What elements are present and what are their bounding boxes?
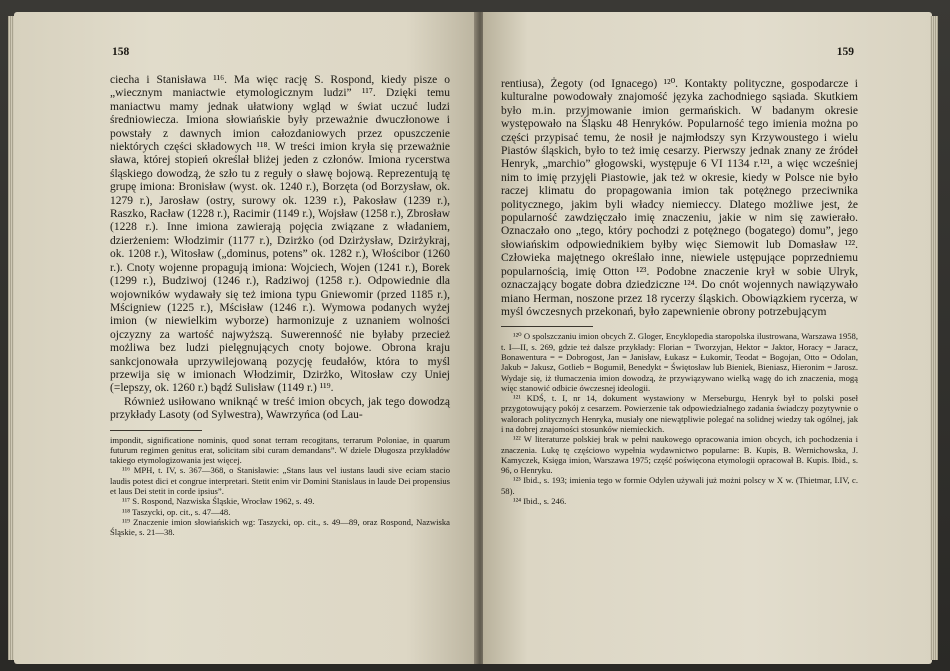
footnote-121: ¹²¹ KDŚ, t. I, nr 14, dokument wystawiony w Merseburgu, Henryk był to polski poseł przygotowujący pokój z cesarzem. Powierzenie tak odpowiedzialnego zadania świadczy pozytywnie o walorach politycznych Henryka, musiały one niewątpliwie polegać na solidnej wiedzy tak ogólnej, jak i na dobrej znajomości stosunków niemieckich. [501, 393, 858, 434]
left-paragraph-1: ciecha i Stanisława ¹¹⁶. Ma więc rację S. Rospond, kiedy pisze o „wiecznym maniactwie etymologicznym ludzi” ¹¹⁷. Dzięki temu maniactwu mamy jednak ułatwiony wgląd w świat uczuć ludzi średniowiecza. Imiona słowiańskie były przeważnie dwuczłonowe i powstały z dawnych imion całozdaniowych przez opuszczenie niektórych części składowych ¹¹⁸. W treści imion kryła się przeważnie sława, której stopień określał bliżej jeden z członów. Imiona rycerstwa śląskiego dowodzą, że szło tu z reguły o sławę bojową. Reprezentują tę grupę imiona: Bronisław (wyst. ok. 1240 r.), Borzęta (od Borzysław, ok. 1279 r.), Jarosław (ostry, surowy ok. 1239 r.), Pakosław (1239 r.), Raszko, Racław (1228 r.), Racimir (1149 r.), Wojsław (1258 r.), Zbrosław (1228 r.). Inne imiona zawierają pojęcia związane z władaniem, dzierżeniem: Włodzimir (1177 r.), Dzirżko (od Dzirżysław, Dzirżykraj, ok. 1208 r.), Witosław („dominus, potens” ok. 1282 r.), Włościbor (1260 r.). Cnoty wojenne propagują imiona: Wojciech, Wojen (1241 r.), Borek (1299 r.), Budziwoj (1246 r.), Radziwoj (1258 r.). Odpowiednie dla wojowników wydawały się też imiona typu Gniewomir (przed 1185 r.), Mścigniew (1225 r.), Mścisław (1246 r.). Wymowa podanych wyżej imion (w niewielkim wyborze) harmonizuje z uznaniem wolności ojczyzny za wartość najwyższą. Suwerenność nie byłaby przecież możliwa bez ludzi pielęgnujących cnoty bojowe. Obrona kraju sankcjonowała uprzywilejowaną pozycję feudałów, która to myśl przewija się w imionach Włodzimir, Dzirżko, Witosław czy Uniej (=lepszy, ok. 1260 r.) bądź Sulisław (1149 r.) ¹¹⁹. [110, 74, 450, 395]
footnote-117: ¹¹⁷ S. Rospond, Nazwiska Śląskie, Wrocław 1962, s. 49. [122, 496, 315, 507]
footnote-124: ¹²⁴ Ibid., s. 246. [513, 496, 567, 507]
footnote-120: ¹²⁰ O spolszczaniu imion obcych Z. Gloger, Encyklopedia staropolska ilustrowana, Warszawa 1958, t. I—II, s. 269, gdzie też dalsze przykłady: Florian = Tworzyjan, Hektor = Jaktor, Horacy = Jaracz, Bonawentura = = Dobrogost, Jan = Janisław, Łukasz = Łukomir, Teodat = Bogojan, Otto = Odolan, Jakub = Jakusz, Gotlieb = Bogumił, Benedykt = Świętosław lub Bieniek, Bieniasz, Hieronim = Jarosz. Wydaje się, iż tłumaczenia imion dowodzą, że przywiązywano wielką wagę do ich znaczenia, mogą więc stanowić odbicie ówczesnej ideologii. [501, 331, 858, 393]
right-footnotes [501, 331, 858, 506]
footnote-123: ¹²³ Ibid., s. 193; imienia tego w formie Odylen używali już możni polscy w X w. (Thietmar, I.IV, c. 58). [501, 475, 858, 496]
page-number-right: 159 [836, 46, 854, 58]
footnote-116: ¹¹⁶ MPH, t. IV, s. 367—368, o Stanisławie: „Stans laus vel iustans laudi sive eciam stacio laudis potest dici et congrue interpretari. Stetit enim vir Domini Stanislaus in laude Dei propensius et laus Dei stetit in corde ipsius”. [110, 465, 450, 497]
footnote-continuation: impondit, significatione nominis, quod sonat terram recogitans, terrarum Poloniae, in quarum futurum regimen genitus erat, solicitam sibi curam demandans”. W dziele Długosza przykładów takiego etymologizowania jest więcej. [110, 434, 450, 466]
footnote-118: ¹¹⁸ Taszycki, op. cit., s. 47—48. [122, 506, 231, 517]
footnote-119: ¹¹⁹ Znaczenie imion słowiańskich wg: Taszycki, op. cit., s. 49—89, oraz Rospond, Nazwiska Śląskie, s. 21—38. [110, 516, 450, 538]
footnote-rule-right [501, 326, 593, 327]
right-page-edges [930, 16, 938, 660]
right-paragraph-1: rentiusa), Żegoty (od Ignacego) ¹²⁰. Kontakty polityczne, gospodarcze i kulturalne powodowały znajomość języka zachodniego sąsiada. Skutkiem było m.in. przyjmowanie imion germańskich. W badanym okresie występowało na Śląsku 48 Henryków. Popularność tego imienia można po części przypisać temu, że nosił je najmłodszy syn Krzywoustego i wielu Piastów śląskich, było to też imię cesarzy. Pierwszy jednak znany ze źródeł Henryk, „marchio” głogowski, występuje 6 VI 1134 r.¹²¹, a więc wcześniej nim to imię przyjęli Piastowie, jak też w okresie, kiedy w Polsce nie było raczej klimatu do propagowania imion tak potężnego przeciwnika politycznego, jakim byli władcy niemieccy. Dlatego możliwe jest, że popularność zawdzięczało imię znaczeniu, jakie w nim się zawierało. Oznaczało ono „tego, który pochodzi z potężnego (bogatego) domu”, jego słowiańskim odpowiednikiem byłby więc Siemowit lub Domasław ¹²². Człowieka majętnego określało inne, niewiele ustępujące poprzedniemu popularnością, imię Otton ¹²³. Podobne znaczenie krył w sobie Ulryk, oznaczający bogate dobra dziedziczne ¹²⁴. Do cnót wojennych nawiązywało miano Herman, noszone przez 18 rycerzy śląskich. Obowiązkiem rycerza, w myśl ówczesnych przekonań, było zapewnienie obrony potrzebującym [501, 78, 858, 318]
footnote-122: ¹²² W literaturze polskiej brak w pełni naukowego opracowania imion obcych, ich pochodzenia i znaczenia. Lukę tę częściowo wypełnia wydawnictwo popularne: B. Kupis, B. Wernichowska, J. Kamyczek, Księga imion, Warszawa 1975; część poświęcona etymologii opracował B. Kupis. Ibid., s. 96, o Henryku. [501, 434, 858, 476]
right-body-text [501, 78, 858, 319]
page-number-left: 158 [112, 46, 130, 58]
footnote-rule-left [110, 430, 202, 431]
left-page [14, 12, 476, 664]
left-footnotes [110, 435, 450, 538]
left-body-text [110, 74, 450, 423]
left-paragraph-2: Również usiłowano wniknąć w treść imion obcych, jak tego dowodzą przykłady Lasoty (od Sylwestra), Wawrzyńca (od Lau- [110, 395, 450, 422]
right-page [483, 12, 932, 664]
